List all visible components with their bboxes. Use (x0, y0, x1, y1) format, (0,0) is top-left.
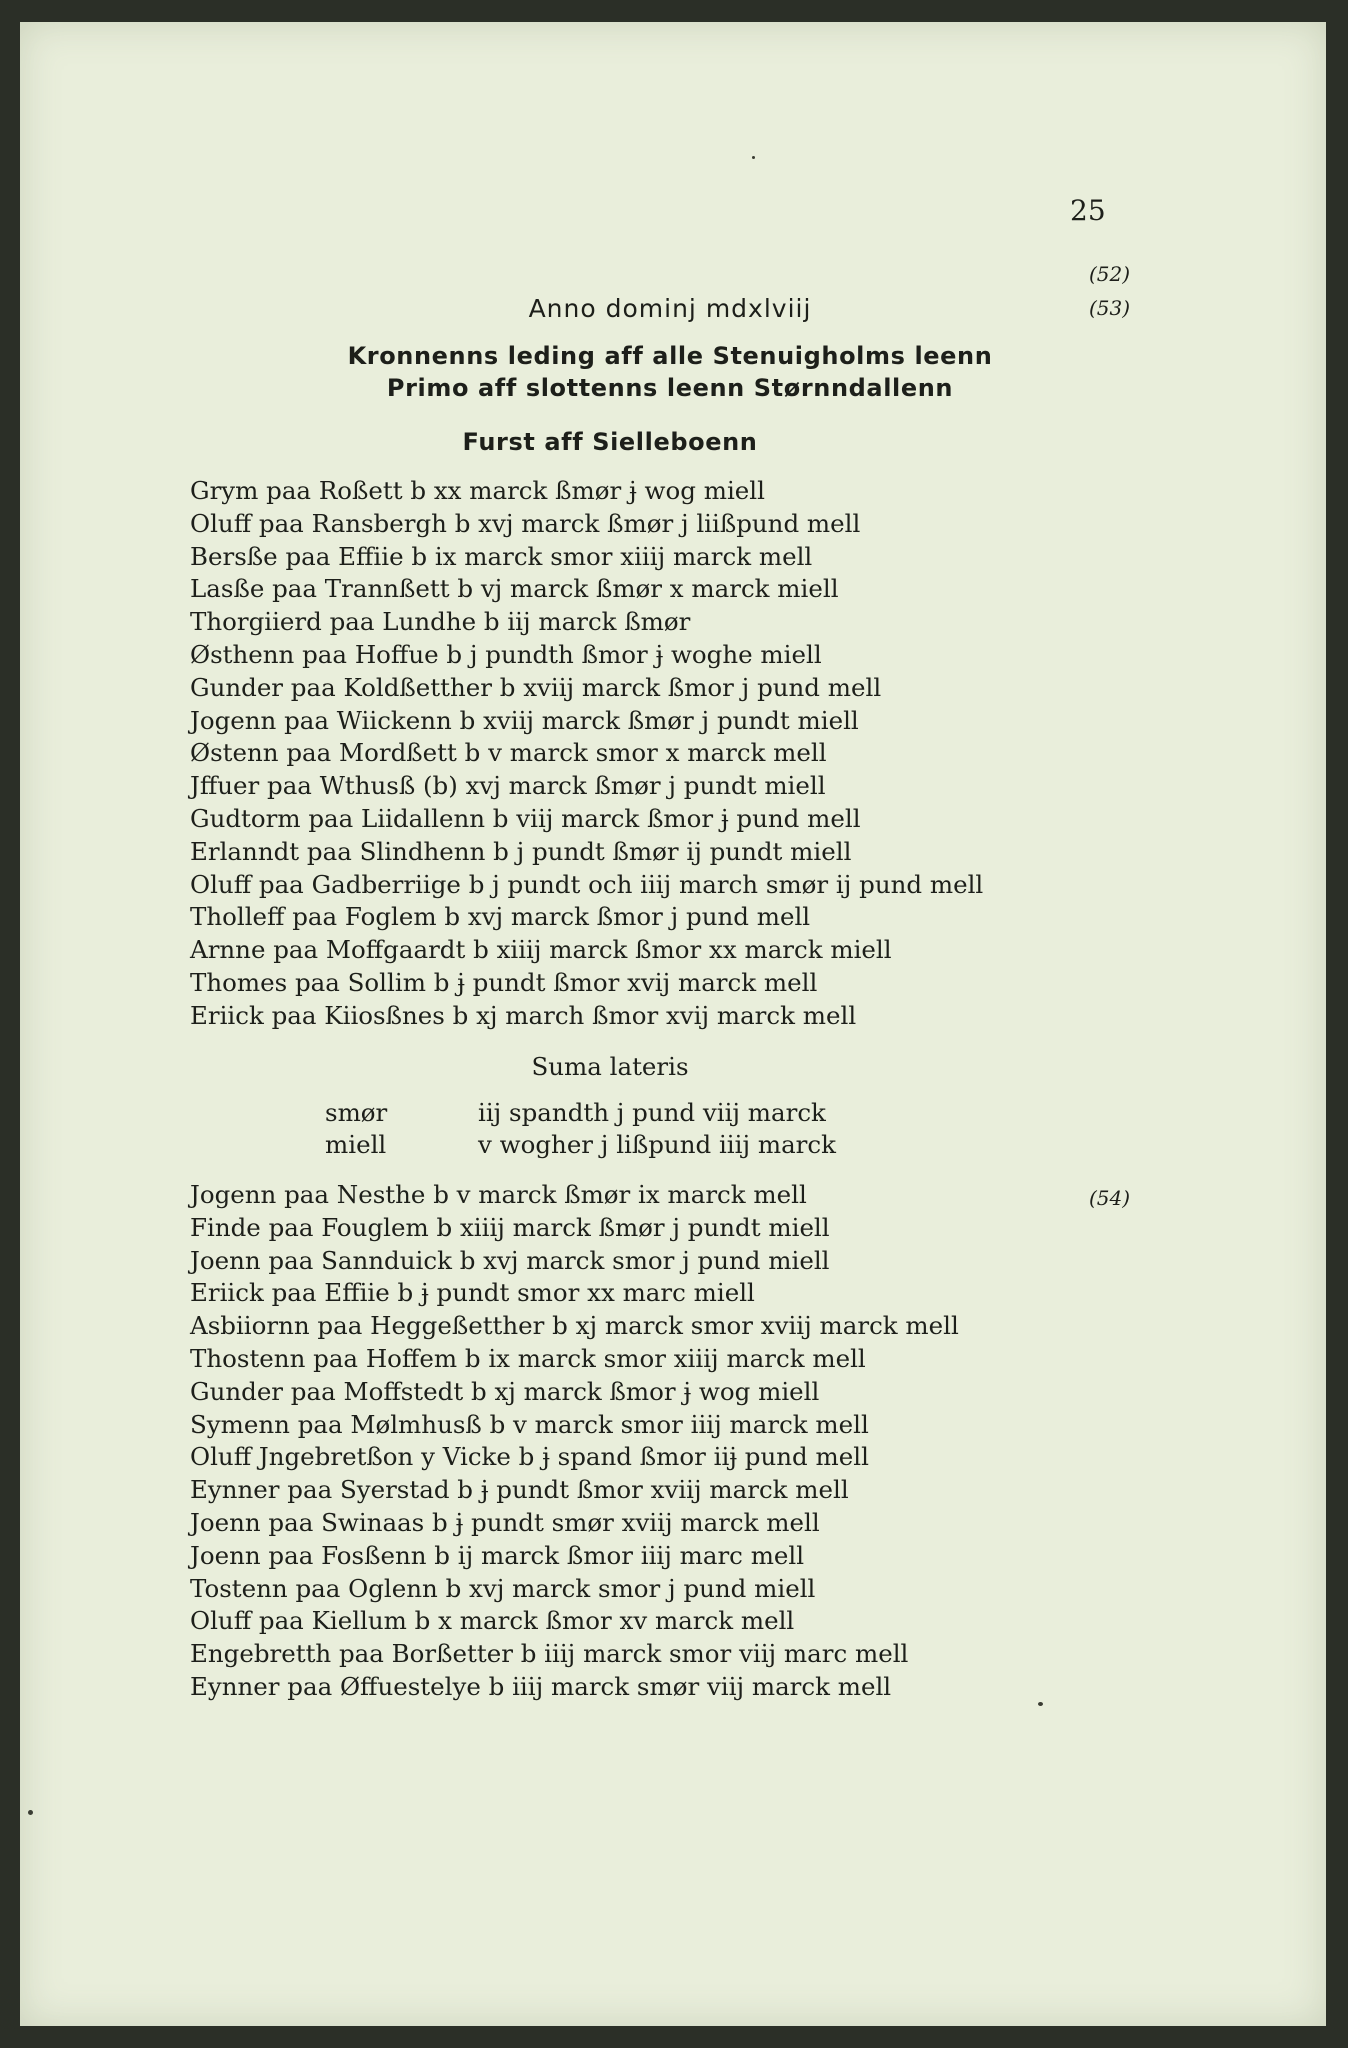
entry-line: Oluff Jngebretßon y Vicke b ɉ spand ßmor iiɉ pund mell (190, 1442, 869, 1472)
entry-line: Tostenn paa Oglenn b xvj marck smor j pund miell (190, 1573, 816, 1603)
entry-line: Jogenn paa Nesthe b v marck ßmør ix marck mell (190, 1180, 807, 1209)
document-page (20, 22, 1326, 2026)
suma-value-smor: iij spandth j pund viij marck (478, 1098, 826, 1127)
title-line-1: Kronnenns leding aff alle Stenuigholms leenn (347, 342, 993, 370)
entry-line: Joenn paa Sannduick b xvj marck smor j pund miell (190, 1245, 830, 1275)
entry-line: Oluff paa Kiellum b x marck ßmor xv marck mell (190, 1606, 795, 1636)
suma-label-miell: miell (325, 1130, 387, 1159)
suma-value-miell: v wogher j lißpund iiij marck (478, 1130, 836, 1159)
entry-line: Arnne paa Moffgaardt b xiiij marck ßmor xx marck miell (190, 935, 892, 965)
entry-line: Symenn paa Mølmhusß b v marck smor iiij marck mell (190, 1409, 869, 1439)
entry-line: Eynner paa Syerstad b ɉ pundt ßmor xviij marck mell (190, 1475, 849, 1505)
entry-line: Gudtorm paa Liidallenn b viij marck ßmor ɉ pund mell (190, 803, 861, 833)
entry-line: Thomes paa Sollim b ɉ pundt ßmor xvij marck mell (190, 967, 818, 997)
entry-line: Østhenn paa Hoffue b j pundth ßmor ɉ woghe miell (190, 639, 822, 669)
section-heading: Furst aff Sielleboenn (462, 428, 758, 456)
entry-line: Eynner paa Øffuestelye b iiij marck smør viij marck mell (190, 1671, 892, 1701)
paper-speck (1038, 1702, 1043, 1706)
entry-line: Tholleff paa Foglem b xvj marck ßmor j pund mell (190, 902, 811, 932)
entry-line: Eriick paa Effiie b ɉ pundt smor xx marc miell (190, 1278, 755, 1308)
suma-label-smor: smør (325, 1098, 388, 1127)
entry-line: Oluff paa Ransbergh b xvj marck ßmør j liißpund mell (190, 508, 861, 538)
page-number: 25 (1070, 194, 1106, 227)
entry-line: Eriick paa Kiiosßnes b xj march ßmor xvij marck mell (190, 1000, 857, 1030)
anno-heading: Anno dominj mdxlviij (528, 294, 812, 323)
entry-line: Asbiiornn paa Heggeßetther b xj marck smor xviij marck mell (190, 1311, 959, 1341)
entry-line: Bersße paa Effiie b ix marck smor xiiij marck mell (190, 541, 813, 571)
entry-line: Gunder paa Moffstedt b xj marck ßmor ɉ wog miell (190, 1376, 820, 1406)
entry-line: Jffuer paa Wthusß (b) xvj marck ßmør j pundt miell (190, 771, 826, 801)
entry-line: Thorgiierd paa Lundhe b iij marck ßmør (190, 607, 691, 637)
entry-line: Lasße paa Trannßett b vj marck ßmør x marck miell (190, 574, 839, 604)
entry-line: Oluff paa Gadberriige b j pundt och iiij march smør ij pund mell (190, 869, 984, 899)
entry-line: Joenn paa Fosßenn b ij marck ßmor iiij marc mell (190, 1540, 805, 1570)
entry-line: Joenn paa Swinaas b ɉ pundt smør xviij marck mell (190, 1507, 820, 1537)
entry-line: Finde paa Fouglem b xiiij marck ßmør j pundt miell (190, 1212, 830, 1242)
entry-list-2 (190, 1179, 1150, 1704)
entry-line: Jogenn paa Wiickenn b xviij marck ßmør j pundt miell (190, 705, 859, 735)
entry-line: Thostenn paa Hoffem b ix marck smor xiiij marck mell (190, 1343, 866, 1373)
entry-list-1 (190, 475, 1150, 1033)
margin-ref-52: (52) (1088, 262, 1130, 286)
entry-line: Engebretth paa Borßetter b iiij marck smor viij marc mell (190, 1639, 909, 1669)
paper-speck (752, 156, 755, 159)
entry-line: Grym paa Roßett b xx marck ßmør ɉ wog miell (190, 476, 765, 505)
margin-ref-54: (54) (1088, 1186, 1130, 1210)
title-line-2: Primo aff slottenns leenn Størnndallenn (386, 374, 954, 402)
paper-speck (28, 1810, 33, 1815)
margin-ref-53: (53) (1088, 296, 1130, 320)
entry-line: Gunder paa Koldßetther b xviij marck ßmor j pund mell (190, 672, 882, 702)
entry-line: Erlanndt paa Slindhenn b j pundt ßmør ij pundt miell (190, 836, 852, 866)
entry-line: Østenn paa Mordßett b v marck smor x marck mell (190, 738, 827, 768)
suma-title: Suma lateris (531, 1052, 689, 1081)
